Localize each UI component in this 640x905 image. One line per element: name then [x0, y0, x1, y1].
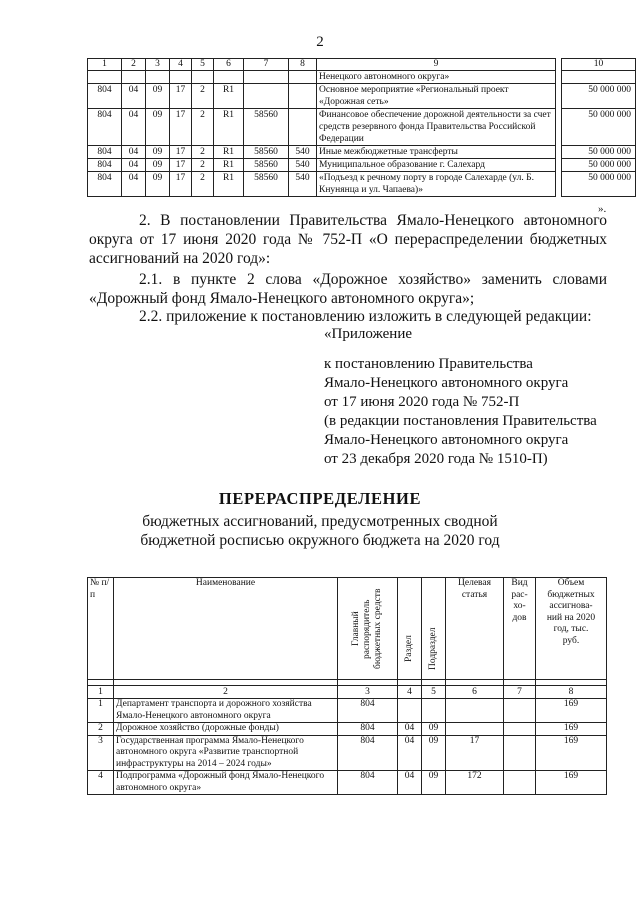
- row-amount: 50 000 000: [562, 159, 636, 172]
- subtitle-text: бюджетных ассигнований, предусмотренных сводной бюджетной росписью окружного бюджета на 2020 год: [140, 513, 500, 549]
- col-number: 5: [422, 686, 446, 699]
- col-number: 2: [114, 686, 338, 699]
- row-name: Государственная программа Ямало-Ненецкого автономного округа «Развитие транспортной инфраструктуры на 2014 – 2024 годы»: [114, 735, 338, 771]
- cell: 09: [146, 84, 170, 109]
- header-cell: 10: [562, 59, 636, 71]
- cell: 17: [170, 84, 192, 109]
- cell: 804: [88, 146, 122, 159]
- cell: 2: [192, 146, 214, 159]
- row-gr: 804: [338, 723, 398, 736]
- col-number: 3: [338, 686, 398, 699]
- table-header-row: [88, 59, 636, 71]
- cell: 58560: [244, 109, 289, 146]
- row-name: Дорожное хозяйство (дорожные фонды): [114, 723, 338, 736]
- header-target-text: Целевая статья: [458, 578, 491, 600]
- col-number: 1: [88, 686, 114, 699]
- row-vid: [504, 771, 536, 795]
- row-num: 1: [88, 699, 114, 723]
- appendix-line: (в редакции постановления Правительства: [324, 413, 597, 429]
- cell: 04: [122, 84, 146, 109]
- cell: 2: [192, 84, 214, 109]
- document-title: ПЕРЕРАСПРЕДЕЛЕНИЕ: [218, 489, 422, 508]
- appendix-heading: «Приложение: [324, 326, 413, 342]
- row-amount: 169: [536, 735, 607, 771]
- appendix-line: к постановлению Правительства: [324, 356, 533, 372]
- row-razdel: 04: [398, 723, 422, 736]
- paragraph-2-1: 2.1. в пункте 2 слова «Дорожное хозяйство» заменить словами «Дорожный фонд Ямало-Ненецкого автономного округа»;: [89, 271, 607, 307]
- appendix-line: Ямало-Ненецкого автономного округа: [324, 375, 569, 391]
- cell: 804: [88, 109, 122, 146]
- col-number: 8: [536, 686, 607, 699]
- row-razdel: 04: [398, 735, 422, 771]
- cell: 09: [146, 172, 170, 197]
- cell: 540: [289, 159, 317, 172]
- cell: [289, 109, 317, 146]
- header-cell: 6: [214, 59, 244, 71]
- row-name: Финансовое обеспечение дорожной деятельности за счет средств резервного фонда Правительства Российской Федерации: [317, 109, 556, 146]
- header-num: № п/п: [88, 578, 114, 680]
- closing-quote: ».: [598, 203, 607, 215]
- cell: 17: [170, 109, 192, 146]
- cell: 804: [88, 172, 122, 197]
- cell: R1: [214, 159, 244, 172]
- cell: 09: [146, 159, 170, 172]
- header-amount-text: Объем бюджетных ассигнова-ний на 2020 год, тыс. руб.: [546, 578, 596, 646]
- cell: 804: [88, 159, 122, 172]
- cell: 09: [146, 109, 170, 146]
- cell: 04: [122, 172, 146, 197]
- cell: 04: [122, 109, 146, 146]
- header-target: [446, 578, 504, 680]
- row-num: 4: [88, 771, 114, 795]
- row-target: 172: [446, 771, 504, 795]
- table-row: [88, 84, 636, 109]
- cell: 58560: [244, 172, 289, 197]
- row-razdel: [398, 699, 422, 723]
- header-cell: 4: [170, 59, 192, 71]
- header-razdel-text: Раздел: [404, 635, 414, 663]
- row-name: Основное мероприятие «Региональный проект «Дорожная сеть»: [317, 84, 556, 109]
- row-name: Департамент транспорта и дорожного хозяйства Ямало-Ненецкого автономного округа: [114, 699, 338, 723]
- cell: [244, 84, 289, 109]
- row-name: Иные межбюджетные трансферты: [317, 146, 556, 159]
- document-subtitle: [0, 512, 640, 550]
- row-podrazdel: 09: [422, 771, 446, 795]
- cell: 09: [146, 146, 170, 159]
- row-name: «Подъезд к речному порту в городе Салехарде (ул. Б. Кнунянца и ул. Чапаева)»: [317, 172, 556, 197]
- cell: 17: [170, 172, 192, 197]
- col-number: 4: [398, 686, 422, 699]
- row-podrazdel: 09: [422, 735, 446, 771]
- row-vid: [504, 699, 536, 723]
- table-header-row: [88, 578, 607, 680]
- cell: 2: [192, 159, 214, 172]
- col-number: 6: [446, 686, 504, 699]
- table-row: [88, 771, 607, 795]
- header-cell: 5: [192, 59, 214, 71]
- table-row: [88, 71, 636, 84]
- cell: 804: [88, 84, 122, 109]
- row-gr: 804: [338, 771, 398, 795]
- cell: R1: [214, 172, 244, 197]
- row-amount: 169: [536, 771, 607, 795]
- cell: R1: [214, 146, 244, 159]
- row-target: [446, 699, 504, 723]
- row-amount: 50 000 000: [562, 109, 636, 146]
- cell: 58560: [244, 146, 289, 159]
- cell: 2: [192, 172, 214, 197]
- cell: 58560: [244, 159, 289, 172]
- cell: 540: [289, 146, 317, 159]
- paragraph-2: 2. В постановлении Правительства Ямало-Ненецкого автономного округа от 17 июня 2020 года № 752-П «О перераспределении бюджетных ассигнований на 2020 год»:: [89, 212, 607, 267]
- header-amount: [536, 578, 607, 680]
- appendix-line: от 23 декабря 2020 года № 1510-П): [324, 451, 548, 467]
- cell: 04: [122, 159, 146, 172]
- cell: R1: [214, 109, 244, 146]
- table-row: [88, 146, 636, 159]
- cell: 04: [122, 146, 146, 159]
- row-vid: [504, 735, 536, 771]
- header-podrazdel-text: Подраздел: [428, 627, 438, 671]
- row-amount: 50 000 000: [562, 172, 636, 197]
- row-gr: 804: [338, 699, 398, 723]
- header-name: Наименование: [114, 578, 338, 680]
- cell: [289, 84, 317, 109]
- header-vid: [504, 578, 536, 680]
- header-podrazdel: [422, 578, 446, 680]
- cell: 2: [192, 109, 214, 146]
- row-amount: 169: [536, 723, 607, 736]
- cell: 540: [289, 172, 317, 197]
- page-number: 2: [316, 34, 324, 50]
- row-target: [446, 723, 504, 736]
- header-cell: 7: [244, 59, 289, 71]
- row-amount: 50 000 000: [562, 146, 636, 159]
- cell: 17: [170, 146, 192, 159]
- row-vid: [504, 723, 536, 736]
- header-cell: 9: [317, 59, 556, 71]
- cell: 17: [170, 159, 192, 172]
- row-podrazdel: [422, 699, 446, 723]
- row-num: 2: [88, 723, 114, 736]
- reallocation-table: [87, 577, 607, 795]
- row-gr: 804: [338, 735, 398, 771]
- header-cell: 2: [122, 59, 146, 71]
- header-gr: [338, 578, 398, 680]
- table-row: [88, 172, 636, 197]
- table-row: [88, 735, 607, 771]
- row-target: 17: [446, 735, 504, 771]
- appendix-line: от 17 июня 2020 года № 752-П: [324, 394, 520, 410]
- table-row: [88, 699, 607, 723]
- row-podrazdel: 09: [422, 723, 446, 736]
- header-cell: 3: [146, 59, 170, 71]
- row-name: Ненецкого автономного округа»: [317, 71, 556, 84]
- header-cell: 1: [88, 59, 122, 71]
- row-num: 3: [88, 735, 114, 771]
- row-name: Подпрограмма «Дорожный фонд Ямало-Ненецкого автономного округа»: [114, 771, 338, 795]
- header-vid-text: Вид рас-хо-дов: [511, 578, 528, 623]
- paragraph-2-2: 2.2. приложение к постановлению изложить в следующей редакции:: [139, 308, 592, 325]
- header-cell: 8: [289, 59, 317, 71]
- appendix-line: Ямало-Ненецкого автономного округа: [324, 432, 569, 448]
- table-row: [88, 159, 636, 172]
- row-amount: 50 000 000: [562, 84, 636, 109]
- cell: R1: [214, 84, 244, 109]
- row-amount: 169: [536, 699, 607, 723]
- table-row: [88, 109, 636, 146]
- table-row: [88, 723, 607, 736]
- header-gr-text: Главный распорядитель бюджетных средств: [351, 588, 383, 669]
- row-razdel: 04: [398, 771, 422, 795]
- col-number: 7: [504, 686, 536, 699]
- column-numbers-row: [88, 686, 607, 699]
- row-name: Муниципальное образование г. Салехард: [317, 159, 556, 172]
- header-razdel: [398, 578, 422, 680]
- budget-table-continued: [87, 58, 636, 197]
